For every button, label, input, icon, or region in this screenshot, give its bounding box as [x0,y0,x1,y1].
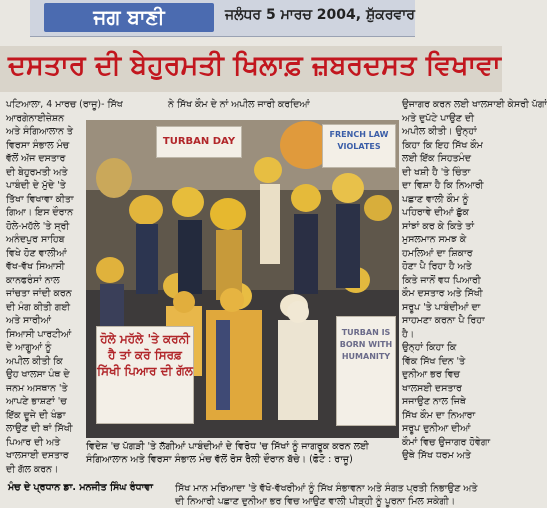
article-byline: ਮੰਚ ਦੇ ਪ੍ਰਧਾਨ ਡਾ. ਮਨਜੀਤ ਸਿੰਘ ਰੰਧਾਵਾ [8,482,153,493]
article-line: ਸਾਹਮਣਾ ਕਰਨਾ ਪੈ ਰਿਹਾ [402,315,485,326]
article-column-right [402,98,547,480]
article-line: ਇੱਕ ਦੂਜੇ ਦੀ ਖੰਡਾ [6,409,66,421]
article-line: ਉਹ ਖਾਲਸਾ ਪੰਥ ਦੇ [6,369,70,380]
article-line: ਸਜਾਉਣ ਨਾਲ ਜਿਥੇ [402,396,466,407]
article-line: ਲਾਉਣ ਦੀ ਥਾਂ ਸਿੱਖੀ [6,423,73,434]
article-line: ਹੈ। [402,328,415,340]
article-line: ਦੀ ਖਸ਼ੀ ਹੈ 'ਤੇ ਚਿੰਤਾ [402,166,471,178]
article-line: ਅਨੰਦਪੁਰ ਸਾਹਿਬ [6,234,65,245]
masthead [30,0,415,37]
dateline: ਜਲੰਧਰ 5 ਮਾਰਚ 2004, ਸ਼ੁੱਕਰਵਾਰ [225,7,415,23]
article-line: ਪਛਾਣ ਵਾਲੀ ਕੌਮ ਨੂੰ [402,193,469,205]
article-line: ਵੱਲੋਂ ਅੱਜ ਦਸਤਾਰ [6,153,66,164]
article-line: ਜਨਮ ਅਸਥਾਨ 'ਤੇ [6,382,68,394]
article-line: ਕਿਹਾ ਕਿ ਇਹ ਸਿੱਖ ਕੌਮ [402,139,483,151]
article-line: ਹੋਲੇ-ਮਹੱਲੇ 'ਤੇ ਸ੍ਰੀ [6,220,70,232]
protest-photo [86,120,399,438]
article-line: ਦੁਨੀਆ ਭਰ ਵਿਚ [402,369,460,380]
article-column-top [168,98,358,112]
article-line: ਕੌਮ ਦਸਤਾਰ ਅਤੇ ਸਿੱਖੀ [402,288,483,299]
article-line: ਉਥੇ ਸਿੱਖ ਧਰਮ ਅਤੇ [402,450,471,461]
placard-turban-humanity: TURBAN IS BORN WITH HUMANITY [336,316,396,426]
article-bottom-line-2: ਦੀ ਨਿਆਰੀ ਪਛਾਣ ਦੁਨੀਆ ਭਰ ਵਿਚ ਆਉਣ ਵਾਲੀ ਪੀੜ੍ਹੀ ਨੂੰ ਪੂਰਨਾ ਮਿਲ ਸਕੇਗੀ। [175,496,456,507]
article-line: ਕਿਤੇ ਜਾਨੋਂ ਵਧ ਪਿਆਰੀ [402,274,481,286]
article-line: ਵਿੱਕ ਸਿੱਖ ਦਿਨ 'ਤੇ [402,355,466,367]
article-bottom-text [175,482,495,508]
article-column-left [6,98,123,480]
article-line: ਵਿਖੇ ਹੋਣ ਵਾਲੀਆਂ [6,247,67,259]
article-line: ਅਤੇ ਸਾਰੀਆਂ [6,315,51,326]
article-line: ਅਤੇ ਸੰਗਿਆਲਾਨ ਤੇ [6,126,73,137]
article-line: ਦਾ ਵਿਸ਼ਾ ਹੈ ਕਿ ਨਿਆਰੀ [402,180,484,191]
article-line: ਆਰਗੇਨਾਈਜ਼ੇਸ਼ਨ [6,112,64,124]
photo-caption-line-2: ਸੰਗਿਆਲਾਨ ਅਤੇ ਵਿਰਸਾ ਸੰਭਾਲ ਮੰਚ ਵੱਲੋਂ ਰੋਸ ਰੈਲੀ ਦੌਰਾਨ ਬੱਚੇ। (ਫੋਟੋ : ਰਾਜੂ) [86,454,353,465]
article-line: ਦੀ ਗੱਲ ਕਰਨ। [6,463,59,475]
article-line: ਅਪੀਲ ਕੀਤੀ। ਉਨ੍ਹਾਂ [402,126,477,137]
photo-caption-line-1: ਵਿਦੇਸ਼ 'ਚ ਪੱਗੜੀ 'ਤੇ ਲੱਗੀਆਂ ਪਾਬੰਦੀਆਂ ਦੇ ਵਿਰੋਧ 'ਚ ਸਿੱਖਾਂ ਨੂੰ ਜਾਗਰੂਕ ਕਰਨ ਲਈ [86,441,369,452]
article-line: ਉਨ੍ਹਾਂ ਕਿਹਾ ਕਿ [402,342,457,353]
article-line: ਦੀ ਬੇਹੁਰਮਤੀ ਅਤੇ [6,166,68,178]
article-line: ਪਹਿਰਾਵੇ ਦੀਆਂ ਛੁੱਕ [402,207,469,218]
article-line: ਸਾਂਝਾਂ ਕਰ ਕੇ ਕਿਤੇ ਤਾਂ [402,220,475,232]
article-line: ਆਪਣੇ ਭਾਸ਼ਣਾਂ 'ਚ [6,396,67,407]
article-line: ਪਿਆਰ ਦੀ ਅਤੇ [6,436,61,448]
photo-caption [86,440,492,466]
article-headline: ਦਸਤਾਰ ਦੀ ਬੇਹੁਰਮਤੀ ਖਿਲਾਫ਼ ਜ਼ਬਰਦਸਤ ਵਿਖਾਵਾ [8,50,501,81]
article-bottom-line-1: ਸਿੱਖ ਮਾਨ ਮਰਿਆਦਾ 'ਤੇ ਵੱਖੋ-ਵੱਖਰੀਆਂ ਨੂੰ ਸਿੱਖ ਸੰਭਾਵਨਾ ਅਤੇ ਸੰਗਤ ਪ੍ਰਤੀ ਨਿਭਾਉਣ ਅਤੇ [175,483,478,494]
placard-french-law: FRENCH LAW VIOLATES [322,124,396,168]
article-line: ਪਾਬੰਦੀ ਦੇ ਮੁੱਦੇ 'ਤੇ [6,180,66,191]
article-line: ਸਰੂਪ ਦੁਨੀਆ ਦੀਆਂ [402,423,471,434]
article-line: ਵੱਖ-ਵੱਖ ਸਿਆਸੀ [6,261,65,272]
placard-turban-day: TURBAN DAY [156,126,242,158]
article-line: ਹੋਣਾ ਪੈ ਰਿਹਾ ਹੈ ਅਤੇ [402,261,472,272]
article-line: ਕੌਮਾਂ ਵਿਚ ਉਜਾਗਰ ਹੋਵੇਗਾ [402,436,491,448]
article-line: ਉਜਾਗਰ ਕਰਨ ਲਈ ਖਾਲਸਾਈ ਕੇਸਰੀ ਪੱਗਾਂ [402,99,547,110]
article-line: ਸਰੂਪ 'ਤੇ ਪਾਬੰਦੀਆਂ ਦਾ [402,301,481,313]
article-line: ਅਤੇ ਦੁਪੱਟੇ ਪਾਉਣ ਦੀ [402,112,474,124]
article-line: ਸਿਆਸੀ ਪਾਰਟੀਆਂ [6,328,72,340]
article-line: ਕਾਨਫਰੰਸਾਂ ਨਾਲ [6,274,60,286]
article-line: ਮੁਸਲਮਾਨ ਸਮਝ ਕੇ [402,234,467,245]
article-line: ਖਾਲਸਈ ਦਸਤਾਰ [402,382,462,394]
article-line: ਜਾਂਚਤਾ ਜਾਂਦੀ ਕਰਨ [6,288,72,299]
article-line: ਲਈ ਇੱਕ ਸਿਹਤਮੰਦ [402,153,471,164]
article-line: ਪਟਿਆਲਾ, 4 ਮਾਰਚ (ਰਾਜੂ)- ਸਿੱਖ [6,99,123,110]
article-line: ਹਮਲਿਆਂ ਦਾ ਸ਼ਿਕਾਰ [402,247,473,259]
article-line: ਅਪੀਲ ਕੀਤੀ ਕਿ [6,355,63,367]
article-line: ਤਿੱਖਾ ਵਿਖਾਵਾ ਕੀਤਾ [6,193,74,205]
article-line: ਦੀ ਮੰਗ ਕੀਤੀ ਗਈ [6,301,70,313]
article-line: ਵਿਰਸਾ ਸੰਭਾਲ ਮੰਚ [6,139,70,151]
article-top-line: ਨੇ ਸਿੱਖ ਕੌਮ ਦੇ ਨਾਂ ਅਪੀਲ ਜਾਰੀ ਕਰਦਿਆਂ [168,99,310,110]
article-line: ਖਾਲਸਾਈ ਦਸਤਾਰ [6,450,69,461]
article-line: ਗਿਆ। ਇਸ ਦੌਰਾਨ [6,207,73,218]
newspaper-logo: ਜਗ ਬਾਣੀ [44,3,214,32]
placard-sikhi-message: ਹੋਲੇ ਮਹੱਲੇ 'ਤੇ ਕਰਨੀ ਹੈ ਤਾਂ ਕਰੋ ਸਿਰਫ਼ ਸਿੱਖੀ ਪਿਆਰ ਦੀ ਗੱਲ [96,326,194,424]
article-line: ਸਿੱਖ ਕੌਮ ਦਾ ਨਿਆਰਾ [402,409,476,421]
article-line: ਦੇ ਆਗੂਆਂ ਨੂੰ [6,342,52,353]
